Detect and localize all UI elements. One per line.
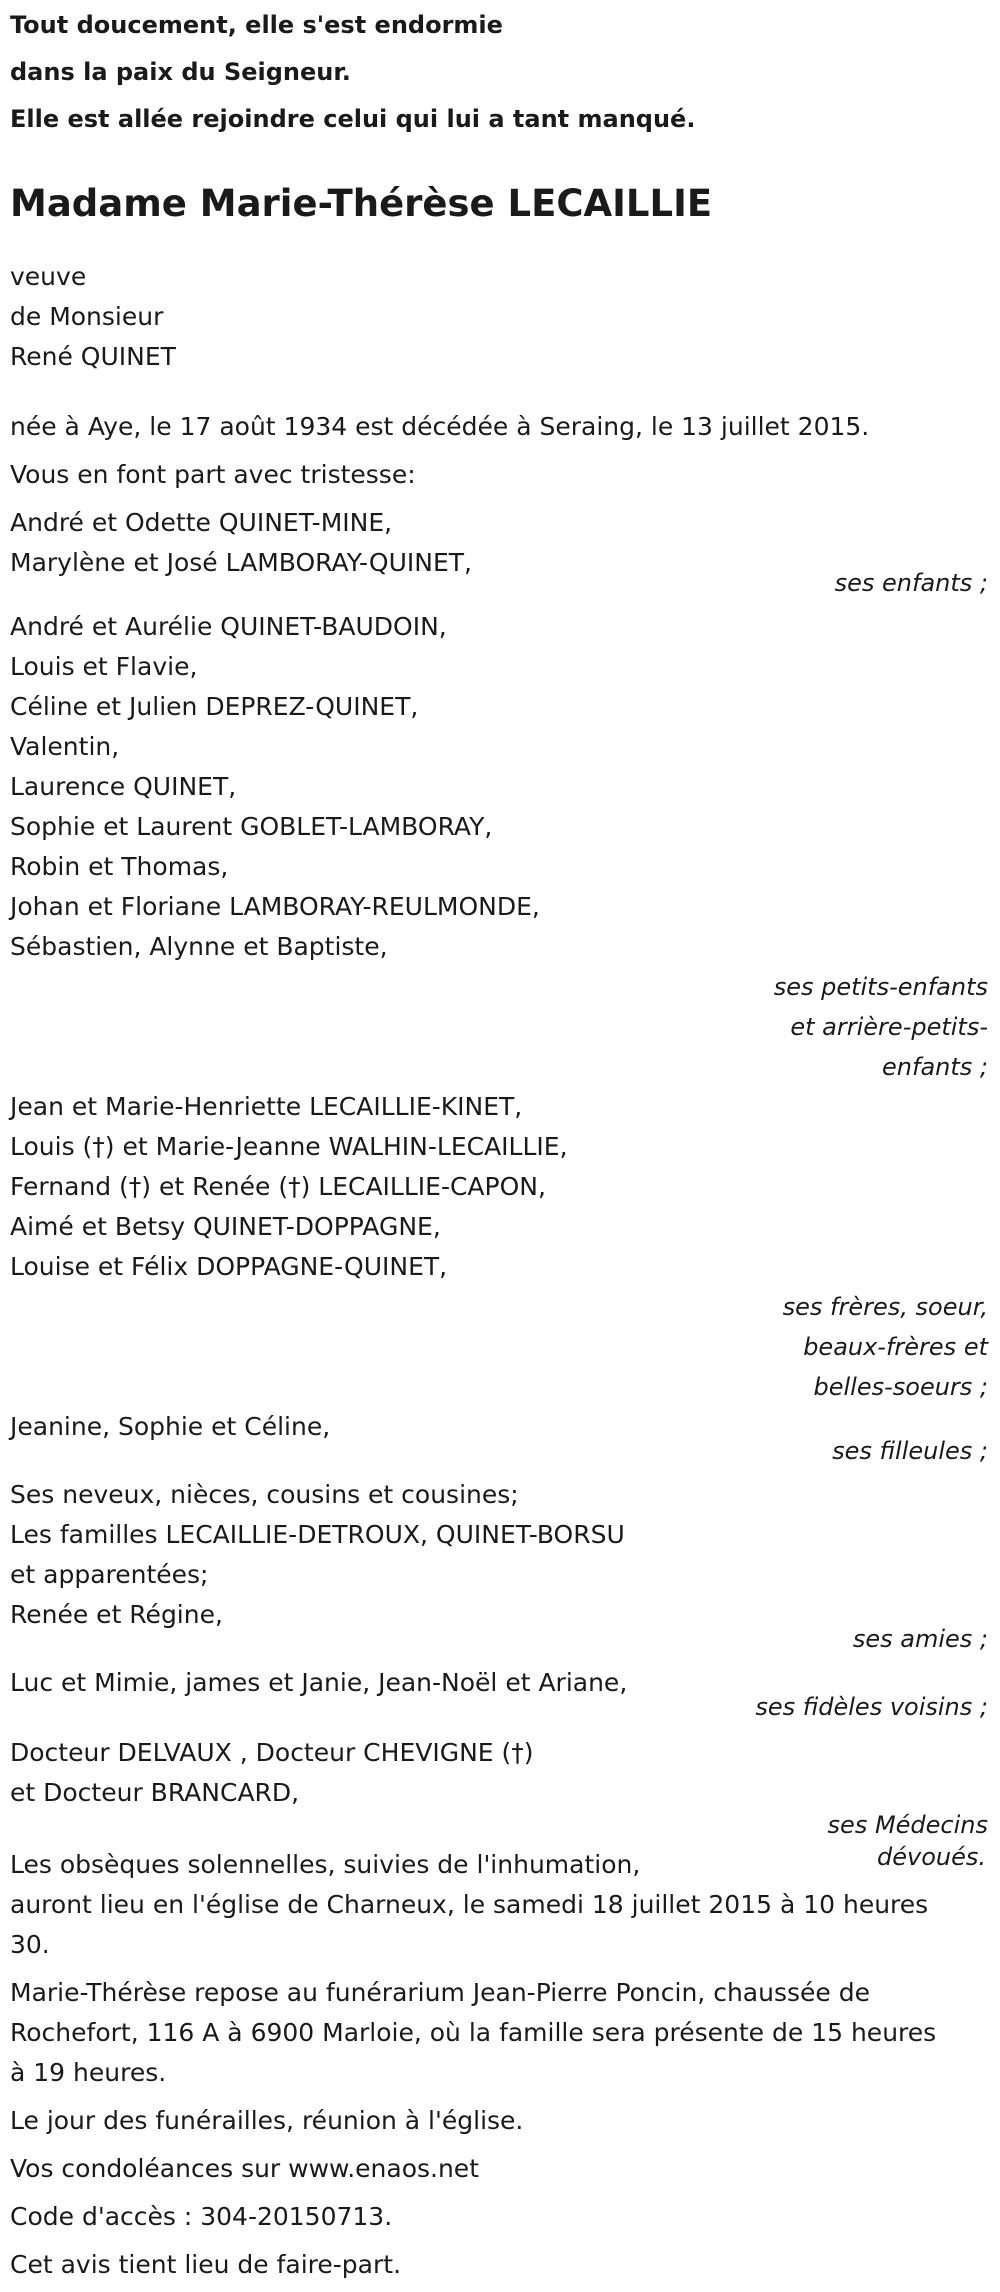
list-item: Louis et Flavie,	[10, 652, 198, 681]
list-item: Fernand (†) et Renée (†) LECAILLIE-CAPON,	[10, 1172, 546, 1201]
funeral-line: 30.	[10, 1930, 50, 1959]
funeral-block	[10, 1845, 990, 1965]
relation-label-siblings: beaux-frères et	[803, 1333, 988, 1361]
funeral-line: auront lieu en l'église de Charneux, le samedi 18 juillet 2015 à 10 heures	[10, 1890, 929, 1919]
relation-label-friends: ses amies ;	[852, 1625, 988, 1653]
list-item: Marylène et José LAMBORAY-QUINET,	[10, 548, 472, 577]
repose-line: Marie-Thérèse repose au funérarium Jean-Pierre Poncin, chaussée de	[10, 1978, 870, 2007]
list-item: Jeanine, Sophie et Céline,	[10, 1412, 331, 1441]
birth-death-line: née à Aye, le 17 août 1934 est décédée à Seraing, le 13 juillet 2015.	[10, 412, 870, 441]
relation-label-grandchildren: enfants ;	[882, 1053, 988, 1081]
announce-line: Vous en font part avec tristesse:	[10, 460, 416, 489]
obituary-notice	[10, 0, 990, 2285]
relation-label-children: ses enfants ;	[834, 569, 988, 597]
list-item: Aimé et Betsy QUINET-DOPPAGNE,	[10, 1212, 441, 1241]
relation-label-grandchildren: ses petits-enfants	[773, 973, 988, 1001]
repose-line: Rochefort, 116 A à 6900 Marloie, où la famille sera présente de 15 heures	[10, 2018, 937, 2047]
list-item: Robin et Thomas,	[10, 852, 229, 881]
access-code-line: Code d'accès : 304-20150713.	[10, 2202, 393, 2231]
spouse-line: René QUINET	[10, 342, 176, 371]
list-item: Ses neveux, nièces, cousins et cousines;	[10, 1480, 519, 1509]
notice-line: Cet avis tient lieu de faire-part.	[10, 2250, 402, 2279]
condolences-line: Vos condoléances sur www.enaos.net	[10, 2154, 479, 2183]
spouse-line: veuve	[10, 262, 87, 291]
list-item: Louise et Félix DOPPAGNE-QUINET,	[10, 1252, 448, 1281]
list-item: Jean et Marie-Henriette LECAILLIE-KINET,	[10, 1092, 523, 1121]
intro-line: Tout doucement, elle s'est endormie	[10, 11, 503, 39]
relation-label-siblings: ses frères, soeur,	[782, 1293, 988, 1321]
relation-label-doctors: dévoués.	[877, 1843, 986, 1871]
list-item: Docteur DELVAUX , Docteur CHEVIGNE (†)	[10, 1738, 534, 1767]
list-item: Valentin,	[10, 732, 120, 761]
repose-line: à 19 heures.	[10, 2058, 167, 2087]
relation-label-doctors: ses Médecins	[827, 1811, 988, 1839]
list-item: et Docteur BRANCARD,	[10, 1778, 300, 1807]
list-item: Luc et Mimie, james et Janie, Jean-Noël et Ariane,	[10, 1668, 628, 1697]
list-item: Johan et Floriane LAMBORAY-REULMONDE,	[10, 892, 540, 921]
list-item: Laurence QUINET,	[10, 772, 237, 801]
intro-line: dans la paix du Seigneur.	[10, 58, 351, 86]
list-item: Céline et Julien DEPREZ-QUINET,	[10, 692, 419, 721]
relation-label-siblings: belles-soeurs ;	[813, 1373, 988, 1401]
list-item: et apparentées;	[10, 1560, 209, 1589]
list-item: Renée et Régine,	[10, 1600, 223, 1629]
deceased-name: Madame Marie-Thérèse LECAILLIE	[10, 182, 713, 225]
relation-label-goddaughters: ses filleules ;	[832, 1437, 988, 1465]
relation-label-neighbors: ses fidèles voisins ;	[755, 1693, 988, 1721]
spouse-line: de Monsieur	[10, 302, 164, 331]
list-item: André et Odette QUINET-MINE,	[10, 508, 393, 537]
list-item: Sébastien, Alynne et Baptiste,	[10, 932, 388, 961]
list-item: André et Aurélie QUINET-BAUDOIN,	[10, 612, 447, 641]
intro-line: Elle est allée rejoindre celui qui lui a tant manqué.	[10, 105, 696, 133]
list-item: Les familles LECAILLIE-DETROUX, QUINET-BORSU	[10, 1520, 625, 1549]
meeting-line: Le jour des funérailles, réunion à l'église.	[10, 2106, 524, 2135]
list-item: Sophie et Laurent GOBLET-LAMBORAY,	[10, 812, 493, 841]
funeral-line: Les obsèques solennelles, suivies de l'inhumation,	[10, 1850, 641, 1879]
list-item: Louis (†) et Marie-Jeanne WALHIN-LECAILLIE,	[10, 1132, 568, 1161]
relation-label-grandchildren: et arrière-petits-	[790, 1013, 988, 1041]
